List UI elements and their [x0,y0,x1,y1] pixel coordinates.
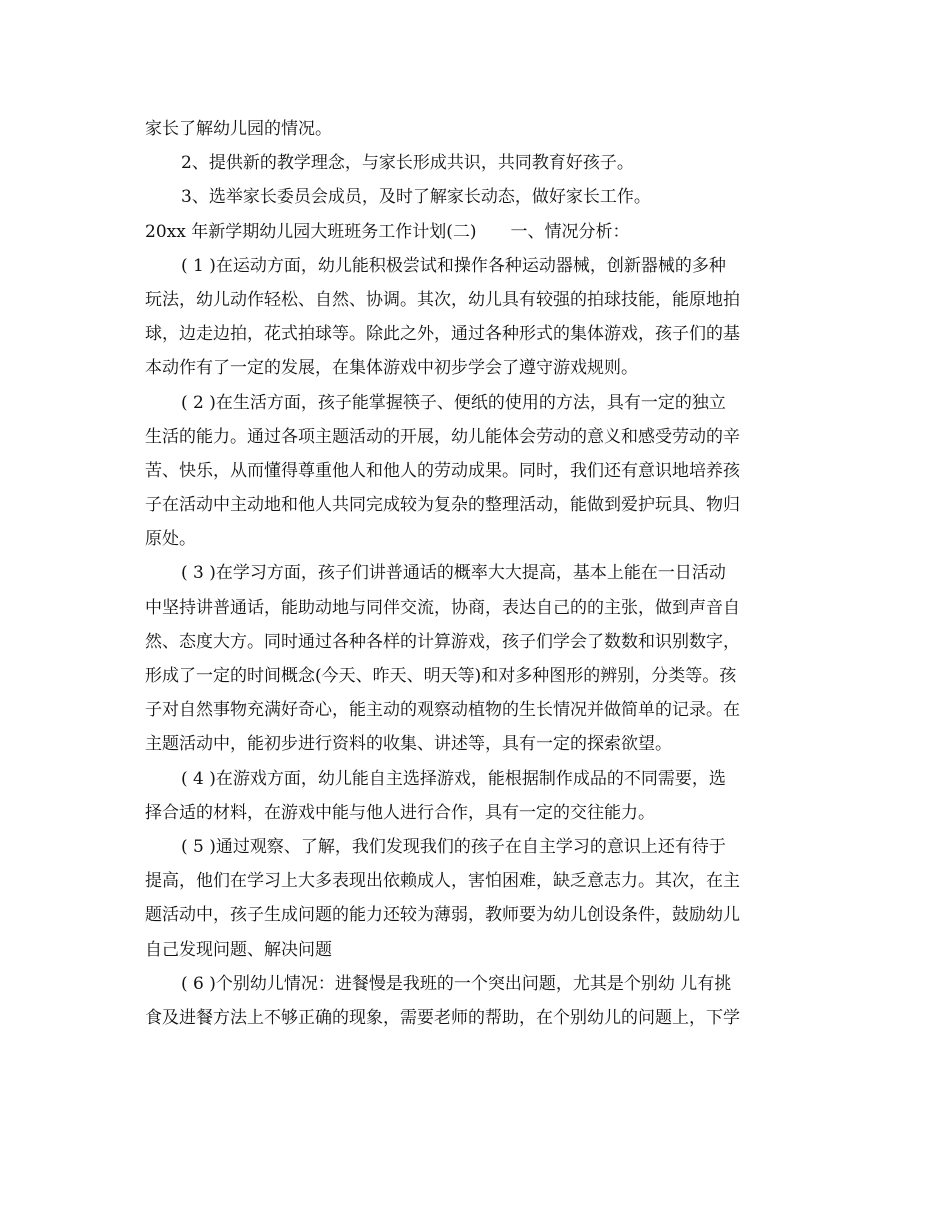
text-line: 子对自然事物充满好奇心，能主动的观察动植物的生长情况并做简单的记录。在 [145,700,740,721]
text-line: 家长了解幼儿园的情况。 [145,119,332,139]
text-line: 20xx 年新学期幼儿园大班班务工作计划(二) 一、情况分析： [145,221,630,242]
text-line: ( 5 )通过观察、了解，我们发现我们的孩子在自主学习的意识上还有待于 [181,836,726,857]
text-line: 食及进餐方法上不够正确的现象，需要老师的帮助，在个别幼儿的问题上，下学 [145,1007,740,1028]
text-line: 中坚持讲普通话，能助动地与同伴交流，协商，表达自己的的主张，做到声音自 [145,597,740,618]
text-line: 子在活动中主动地和他人共同完成较为复杂的整理活动，能做到爱护玩具、物归 [145,495,740,516]
document-page [145,112,805,1035]
text-line: 生活的能力。通过各项主题活动的开展，幼儿能体会劳动的意义和感受劳动的辛 [145,426,740,447]
text-line: 择合适的材料，在游戏中能与他人进行合作，具有一定的交往能力。 [145,802,655,823]
text-line: 形成了一定的时间概念(今天、昨天、明天等)和对多种图形的辨别，分类等。孩 [145,666,737,686]
text-line: 提高，他们在学习上大多表现出依赖成人，害怕困难，缺乏意志力。其次，在主 [145,871,740,892]
text-line: 2、提供新的教学理念，与家长形成共识，共同教育好孩子。 [181,153,634,174]
text-line: 球，边走边拍，花式拍球等。除此之外，通过各种形式的集体游戏，孩子们的基 [145,324,740,345]
text-line: ( 1 )在运动方面，幼儿能积极尝试和操作各种运动器械，创新器械的多种 [181,255,726,276]
text-line: ( 6 )个别幼儿情况：进餐慢是我班的一个突出问题，尤其是个别幼 儿有挑 [181,973,732,994]
text-line: 原处。 [145,529,196,550]
text-line: ( 3 )在学习方面，孩子们讲普通话的概率大大提高，基本上能在一日活动 [181,563,726,584]
text-line: 玩法，幼儿动作轻松、自然、协调。其次，幼儿具有较强的拍球技能，能原地拍 [145,289,740,310]
text-line: 然、态度大方。同时通过各种各样的计算游戏，孩子们学会了数数和识别数字， [145,631,740,652]
text-line: 本动作有了一定的发展，在集体游戏中初步学会了遵守游戏规则。 [145,358,638,379]
text-line: 自己发现问题、解决问题 [145,939,332,960]
text-line: ( 2 )在生活方面，孩子能掌握筷子、便纸的使用的方法，具有一定的独立 [181,392,726,413]
text-line: 主题活动中，能初步进行资料的收集、讲述等，具有一定的探索欲望。 [145,734,672,755]
text-line: 题活动中，孩子生成问题的能力还较为薄弱，教师要为幼儿创设条件，鼓励幼儿 [145,905,740,926]
text-line: 3、选举家长委员会成员，及时了解家长动态，做好家长工作。 [181,187,651,208]
text-line: ( 4 )在游戏方面，幼儿能自主选择游戏，能根据制作成品的不同需要，选 [181,768,726,789]
text-line: 苦、快乐，从而懂得尊重他人和他人的劳动成果。同时，我们还有意识地培养孩 [145,460,740,481]
